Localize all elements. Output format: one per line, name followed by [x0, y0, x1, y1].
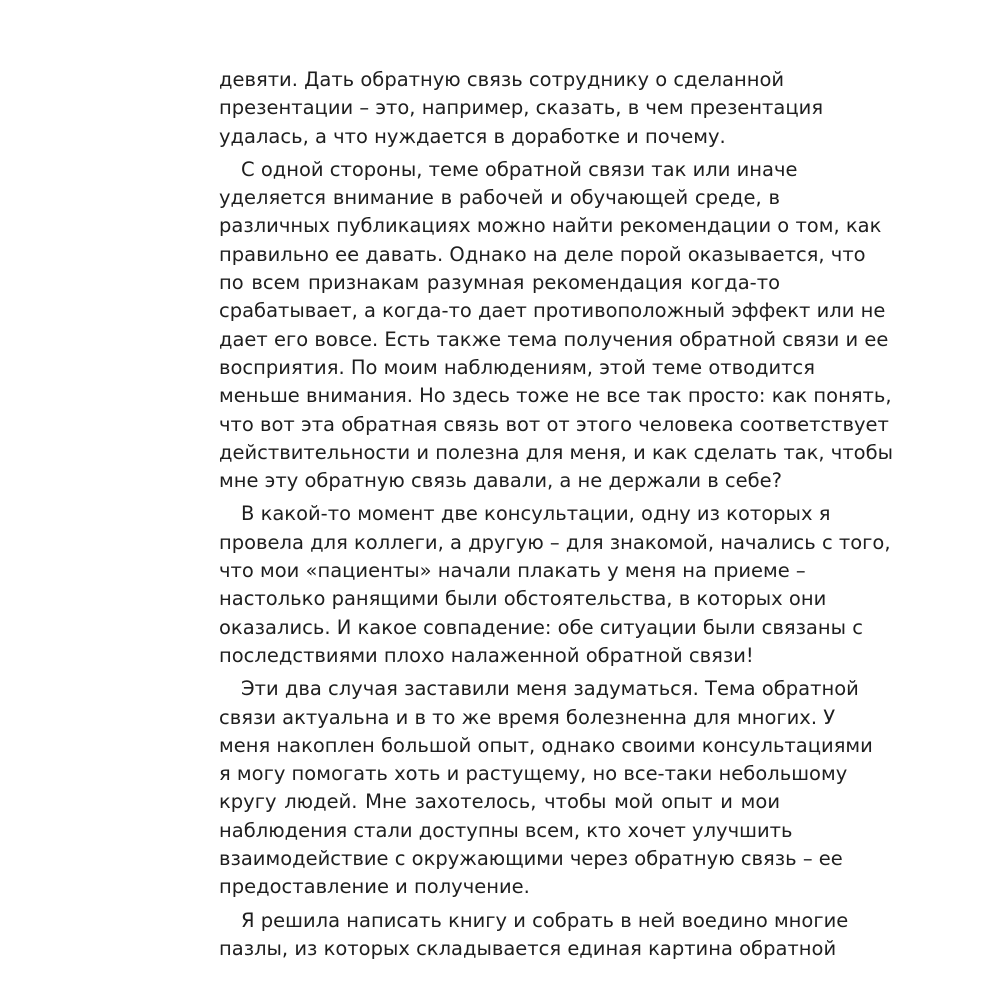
text-line: Эти два случая заставили меня задуматься. Тема обратной — [241, 677, 859, 701]
text-line: В какой-то момент две консультации, одну из которых я — [241, 502, 831, 526]
text-line: различных публикациях можно найти рекомендации о том, как — [219, 214, 882, 238]
text-line: последствиями плохо налаженной обратной связи! — [219, 643, 754, 667]
text-line: меньше внимания. Но здесь тоже не все так просто: как понять, — [219, 384, 892, 408]
text-line: связи актуальна и в то же время болезненна для многих. У — [219, 705, 836, 729]
text-line: оказались. И какое совпадение: обе ситуации были связаны с — [219, 615, 863, 639]
paragraph — [219, 907, 849, 964]
text-line: удалась, а что нуждается в доработке и почему. — [219, 124, 726, 148]
paragraph — [219, 66, 824, 151]
paragraph — [219, 675, 873, 901]
text-line: Я решила написать книгу и собрать в ней воедино многие — [241, 908, 849, 932]
book-page-text — [219, 66, 894, 968]
text-line: действительности и полезна для меня, и как сделать так, чтобы — [219, 440, 894, 464]
text-line: презентации – это, например, сказать, в чем презентация — [219, 96, 824, 120]
paragraph — [219, 500, 891, 670]
text-line: девяти. Дать обратную связь сотруднику о сделанной — [219, 68, 785, 91]
text-line: предоставление и получение. — [219, 875, 530, 899]
paragraph — [219, 156, 894, 496]
text-line: меня накоплен большой опыт, однако своими консультациями — [219, 733, 873, 757]
text-line: правильно ее давать. Однако на деле порой оказывается, что — [219, 242, 866, 266]
text-line: дает его вовсе. Есть также тема получения обратной связи и ее — [219, 327, 889, 351]
text-line: восприятия. По моим наблюдениям, этой теме отводится — [219, 355, 815, 379]
text-line: провела для коллеги, а другую – для знакомой, начались с того, — [219, 530, 891, 554]
text-line: С одной стороны, теме обратной связи так или иначе — [241, 157, 798, 181]
text-line: что вот эта обратная связь вот от этого человека соответствует — [219, 412, 889, 436]
text-line: настолько ранящими были обстоятельства, в которых они — [219, 587, 827, 611]
text-line: наблюдения стали доступны всем, кто хочет улучшить — [219, 818, 793, 842]
text-line: срабатывает, а когда-то дает противоположный эффект или не — [219, 299, 886, 323]
text-line: мне эту обратную связь давали, а не держали в себе? — [219, 469, 782, 493]
text-line: я могу помогать хоть и растущему, но все-таки небольшому — [219, 762, 848, 786]
text-line: уделяется внимание в рабочей и обучающей среде, в — [219, 186, 780, 210]
text-line: что мои «пациенты» начали плакать у меня на приеме – — [219, 559, 806, 583]
text-line: пазлы, из которых складывается единая картина обратной — [219, 936, 837, 960]
text-line: кругу людей. Мне захотелось, чтобы мой опыт и мои — [219, 790, 780, 814]
text-line: взаимодействие с окружающими через обратную связь – ее — [219, 847, 843, 871]
text-line: по всем признакам разумная рекомендация когда-то — [219, 271, 780, 295]
